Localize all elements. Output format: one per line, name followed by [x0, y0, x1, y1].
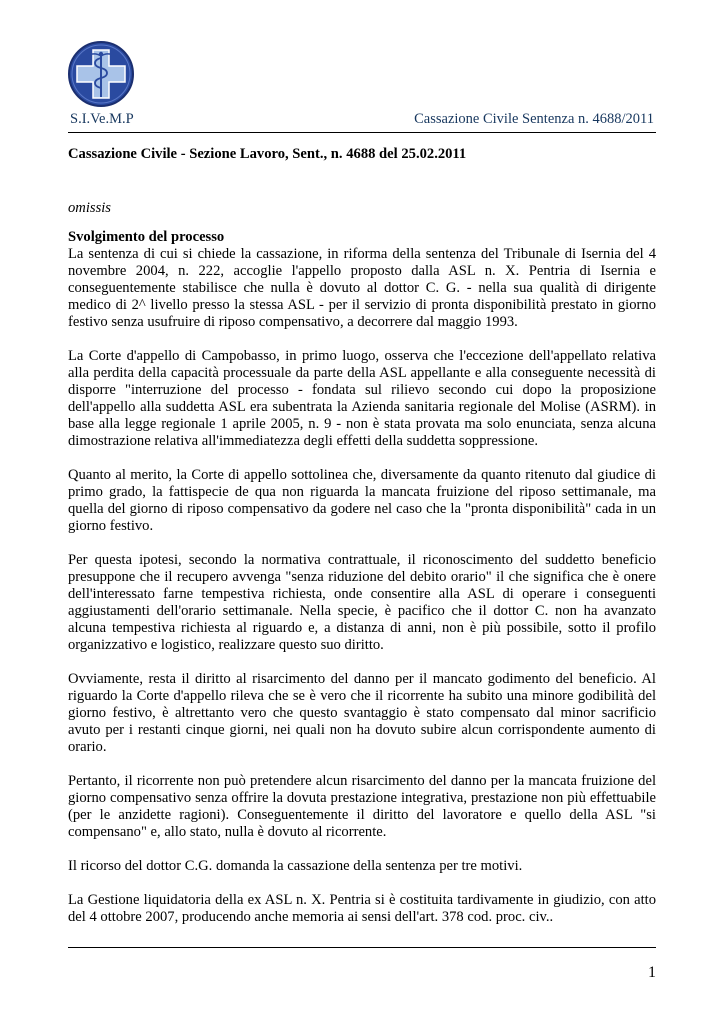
page-header: [68, 110, 656, 133]
header-document-reference: Cassazione Civile Sentenza n. 4688/2011: [414, 111, 654, 127]
paragraph: Ovviamente, resta il diritto al risarcimento del danno per il mancato godimento del beneficio. Al riguardo la Corte d'appello rileva che se è vero che il ricorrente ha subito una minore godibilità del giorno festivo, è altrettanto vero che questo svantaggio è stato compensato dal minor sacrificio avuto per i restanti cinque giorni, nei quali non ha dovuto subire alcun corrispondente aumento di orario.: [68, 671, 656, 755]
medical-caduceus-cross-logo-icon: [67, 40, 135, 108]
omissis-note: omissis: [68, 200, 111, 216]
document-title: Cassazione Civile - Sezione Lavoro, Sent., n. 4688 del 25.02.2011: [68, 146, 467, 162]
paragraph: Per questa ipotesi, secondo la normativa contrattuale, il riconoscimento del suddetto beneficio presuppone che il recupero avvenga "senza riduzione del debito orario" il che significa che è onere dell'interessato farne tempestiva richiesta, onde consentire alla ASL di operare i conseguenti aggiustamenti dell'orario settimanale. Nella specie, è pacifico che il dottor C. non ha avanzato alcuna tempestiva richiesta al riguardo e, a distanza di anni, non è più possibile, sotto il profilo organizzativo e logistico, realizzare questo suo diritto.: [68, 552, 656, 653]
section-heading: Svolgimento del processo: [68, 229, 225, 245]
paragraph: Quanto al merito, la Corte di appello sottolinea che, diversamente da quanto ritenuto dal giudice di primo grado, la fattispecie de qua non riguarda la mancata fruizione del riposo settimanale, ma quella del giorno di riposo compensativo da godere nel caso che la "pronta disponibilità" cada in un giorno festivo.: [68, 467, 656, 534]
paragraph: Pertanto, il ricorrente non può pretendere alcun risarcimento del danno per la mancata fruizione del giorno compensativo senza offrire la dovuta prestazione integrativa, prestazione non più effettuabile (per le anzidette ragioni). Conseguentemente il diritto del lavoratore e quello della ASL "si compensano" e, allo stato, nulla è dovuto al ricorrente.: [68, 773, 656, 840]
paragraph: La Corte d'appello di Campobasso, in primo luogo, osserva che l'eccezione dell'appellato relativa alla perdita della capacità processuale da parte della ASL appellante e alla conseguente necessità di disporre "interruzione del processo - fondata sul rilievo secondo cui dopo la proposizione dell'appello alla suddetta ASL era subentrata la Azienda sanitaria regionale del Molise (ASRM). in base alla legge regionale 1 aprile 2005, n. 9 - non è stata provata ma solo enunciata, senza alcuna dimostrazione relativa all'immediatezza degli effetti della suddetta soppressione.: [68, 348, 656, 449]
page-number: 1: [648, 964, 656, 981]
paragraph: La sentenza di cui si chiede la cassazione, in riforma della sentenza del Tribunale di Isernia del 4 novembre 2004, n. 222, accoglie l'appello proposto dalla ASL n. X. Pentria di Isernia e conseguentemente stabilisce che nulla è dovuto al dottor C. G. - nella sua qualità di dirigente medico di 2^ livello presso la stessa ASL - per il servizio di pronta disponibilità prestato in giorno festivo senza usufruire di riposo compensativo, a decorrere dal maggio 1993.: [68, 246, 656, 330]
footer-divider: [68, 947, 656, 948]
header-organization: S.I.Ve.M.P: [70, 111, 134, 127]
logo: [67, 40, 135, 108]
paragraph: La Gestione liquidatoria della ex ASL n. X. Pentria si è costituita tardivamente in giudizio, con atto del 4 ottobre 2007, producendo anche memoria ai sensi dell'art. 378 cod. proc. civ..: [68, 892, 656, 925]
document-body: [68, 146, 656, 943]
paragraph: Il ricorso del dottor C.G. domanda la cassazione della sentenza per tre motivi.: [68, 858, 523, 874]
